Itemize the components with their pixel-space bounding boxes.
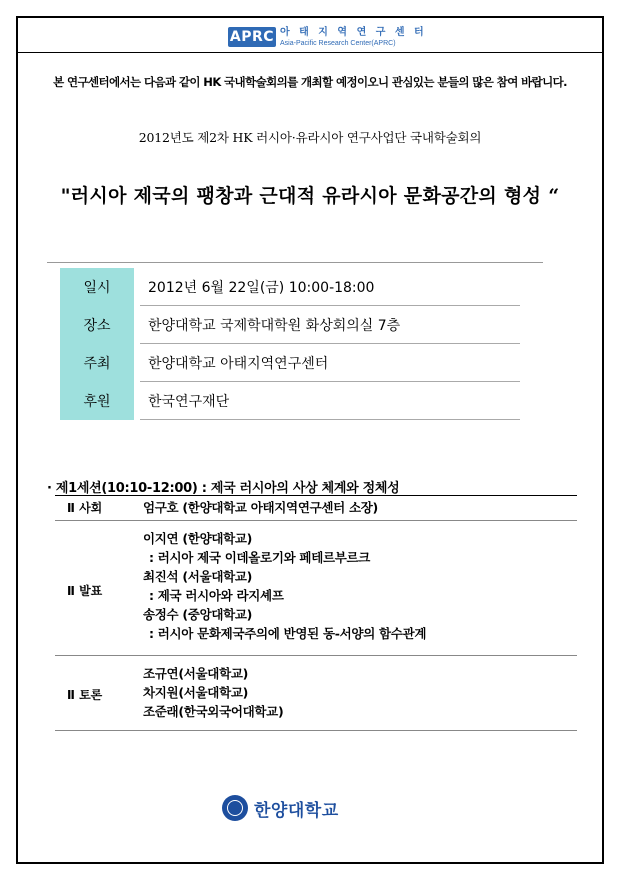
program-label: Ⅱ 사회 bbox=[67, 501, 103, 515]
info-label: 후원 bbox=[60, 382, 134, 420]
info-top-rule bbox=[47, 262, 543, 263]
info-table bbox=[60, 268, 520, 420]
university-name: 한양대학교 bbox=[254, 800, 339, 821]
footer-logo bbox=[222, 795, 339, 821]
program-line: 조준래(한국외국어대학교) bbox=[143, 704, 284, 719]
program-separator bbox=[55, 520, 577, 521]
program-label: Ⅱ 토론 bbox=[67, 688, 103, 702]
info-value: 2012년 6월 22일(금) 10:00-18:00 bbox=[140, 268, 520, 306]
info-row-place bbox=[60, 306, 520, 344]
program-content bbox=[143, 498, 378, 517]
logo-mark: APRC bbox=[229, 29, 275, 45]
header-divider bbox=[16, 52, 604, 53]
university-seal-icon bbox=[222, 795, 248, 821]
logo-korean-text: 아 태 지 역 연 구 센 터 bbox=[280, 26, 427, 38]
info-value: 한양대학교 아태지역연구센터 bbox=[140, 344, 520, 382]
program-separator bbox=[55, 730, 577, 731]
program-line: 엄구호 (한양대학교 아태지역연구센터 소장) bbox=[143, 500, 378, 515]
program-line: : 제국 러시아와 라지셰프 bbox=[149, 588, 284, 603]
program-separator bbox=[55, 655, 577, 656]
conference-title: "러시아 제국의 팽창과 근대적 유라시아 문화공간의 형성 “ bbox=[60, 185, 560, 207]
program-content bbox=[143, 664, 283, 721]
info-label: 일시 bbox=[60, 268, 134, 306]
program-line: 송정수 (중앙대학교) bbox=[143, 607, 253, 622]
program-line: 최진석 (서울대학교) bbox=[143, 569, 253, 584]
program-label: Ⅱ 발표 bbox=[67, 584, 103, 598]
session-rule bbox=[55, 495, 577, 496]
program-line: : 러시아 문화제국주의에 반영된 동-서양의 함수관계 bbox=[149, 626, 427, 641]
program-line: : 러시아 제국 이데올로기와 페테르부르크 bbox=[149, 550, 371, 565]
info-value: 한국연구재단 bbox=[140, 382, 520, 420]
program-line: 차지원(서울대학교) bbox=[143, 685, 249, 700]
program-content bbox=[143, 529, 426, 643]
conference-subtitle: 2012년도 제2차 HK 러시아·유라시아 연구사업단 국내학술회의 bbox=[138, 130, 482, 145]
notice-text: 본 연구센터에서는 다음과 같이 HK 국내학술회의를 개최할 예정이오니 관심있는 분들의 많은 참여 바랍니다. bbox=[53, 75, 567, 89]
program-line: 조규연(서울대학교) bbox=[143, 666, 249, 681]
info-row-host bbox=[60, 344, 520, 382]
aprc-logo bbox=[228, 25, 427, 49]
info-label: 주최 bbox=[60, 344, 134, 382]
logo-english-text: Asia-Pacific Research Center(APRC) bbox=[280, 39, 396, 47]
info-row-sponsor bbox=[60, 382, 520, 420]
info-row-date bbox=[60, 268, 520, 306]
program-line: 이지연 (한양대학교) bbox=[143, 531, 253, 546]
info-value: 한양대학교 국제학대학원 화상회의실 7층 bbox=[140, 306, 520, 344]
session-title: · 제1세션(10:10-12:00) : 제국 러시아의 사상 체계와 정체성 bbox=[47, 481, 400, 496]
info-label: 장소 bbox=[60, 306, 134, 344]
